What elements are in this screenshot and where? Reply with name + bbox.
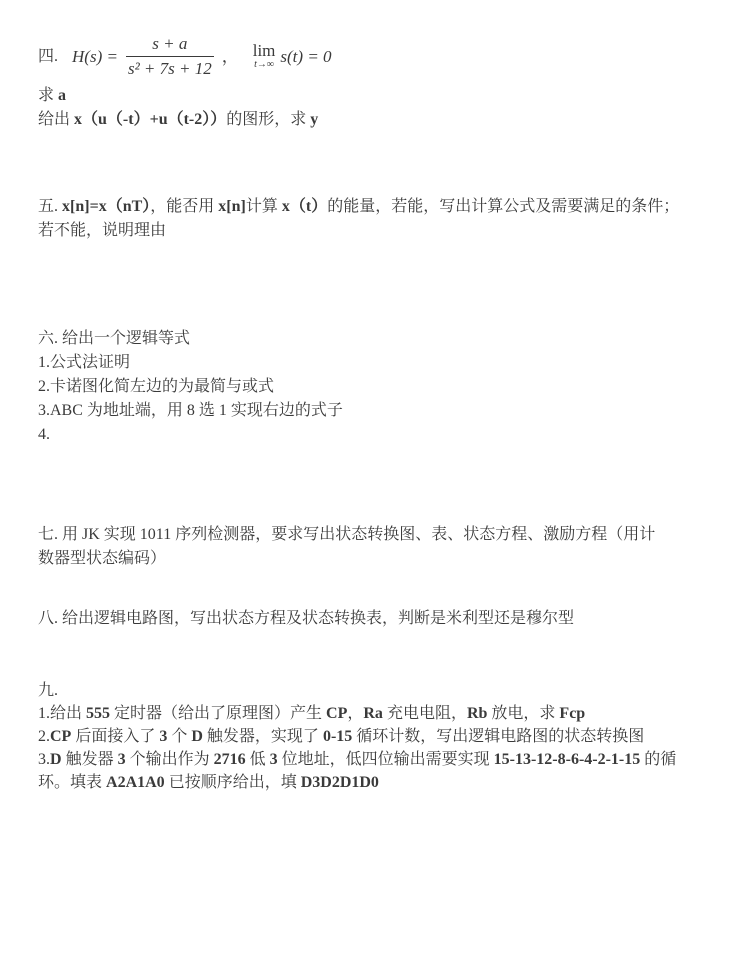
section-six-item-4: 4. [38, 426, 50, 443]
section-seven-text [38, 523, 710, 571]
section-four-marker: 四. [38, 47, 59, 65]
section-seven-line1: 七. 用 JK 实现 1011 序列检测器，要求写出状态转换图、表、状态方程、激励方程（用计 [38, 526, 656, 543]
section-nine-text [38, 679, 710, 794]
formula-fraction [126, 33, 214, 80]
section-nine-item-2: 2.CP 后面接入了 3 个 D 触发器，实现了 0-15 循环计数，写出逻辑电路图的状态转换图 [38, 728, 645, 745]
formula-lhs: H(s) = [72, 46, 118, 66]
section-four-formula-line [38, 33, 710, 80]
fraction-denominator: s² + 7s + 12 [127, 59, 212, 79]
section-nine-item-1: 1.给出 555 定时器（给出了原理图）产生 CP，Ra 充电电阻，Rb 放电，求 Fcp [38, 705, 586, 722]
section-nine-item-3-line2: 环。填表 A2A1A0 已按顺序给出，填 D3D2D1D0 [38, 774, 379, 791]
section-five-line1: 五. x[n]=x（nT），能否用 x[n]计算 x（t）的能量，若能，写出计算公式及需要满足的条件； [38, 198, 680, 215]
transfer-function-formula [72, 33, 332, 80]
signal-graph-line: 给出 x（u（-t）+u（t-2））的图形，求 y [38, 111, 319, 128]
section-seven-line2: 数器型状态编码） [38, 550, 167, 567]
section-six-item-2: 2.卡诺图化简左边的为最简与或式 [38, 378, 275, 395]
section-six-item-3: 3.ABC 为地址端，用 8 选 1 实现右边的式子 [38, 402, 343, 419]
section-nine-item-3-line1: 3.D 触发器 3 个输出作为 2716 低 3 位地址，低四位输出需要实现 15-13-12-8-6-4-2-1-15 的循 [38, 751, 677, 768]
formula-rhs: s(t) = 0 [280, 46, 332, 66]
section-six-text [38, 327, 710, 447]
section-five-line2: 若不能，说明理由 [38, 222, 167, 239]
section-six-item-1: 1.公式法证明 [38, 354, 131, 371]
section-five-text [38, 195, 710, 243]
section-eight-text [38, 607, 710, 631]
section-eight-line: 八. 给出逻辑电路图，写出状态方程及状态转换表，判断是米利型还是穆尔型 [38, 610, 575, 627]
fraction-numerator: s + a [126, 33, 214, 57]
find-a-line: 求 a [38, 87, 67, 104]
limit-expression [253, 42, 276, 70]
formula-separator-comma: ， [221, 46, 239, 66]
section-four-text [38, 84, 710, 132]
section-nine-title: 九. [38, 682, 59, 699]
section-six-title: 六. 给出一个逻辑等式 [38, 330, 191, 347]
limit-subscript: t→∞ [254, 59, 275, 71]
limit-word: lim [252, 41, 276, 61]
